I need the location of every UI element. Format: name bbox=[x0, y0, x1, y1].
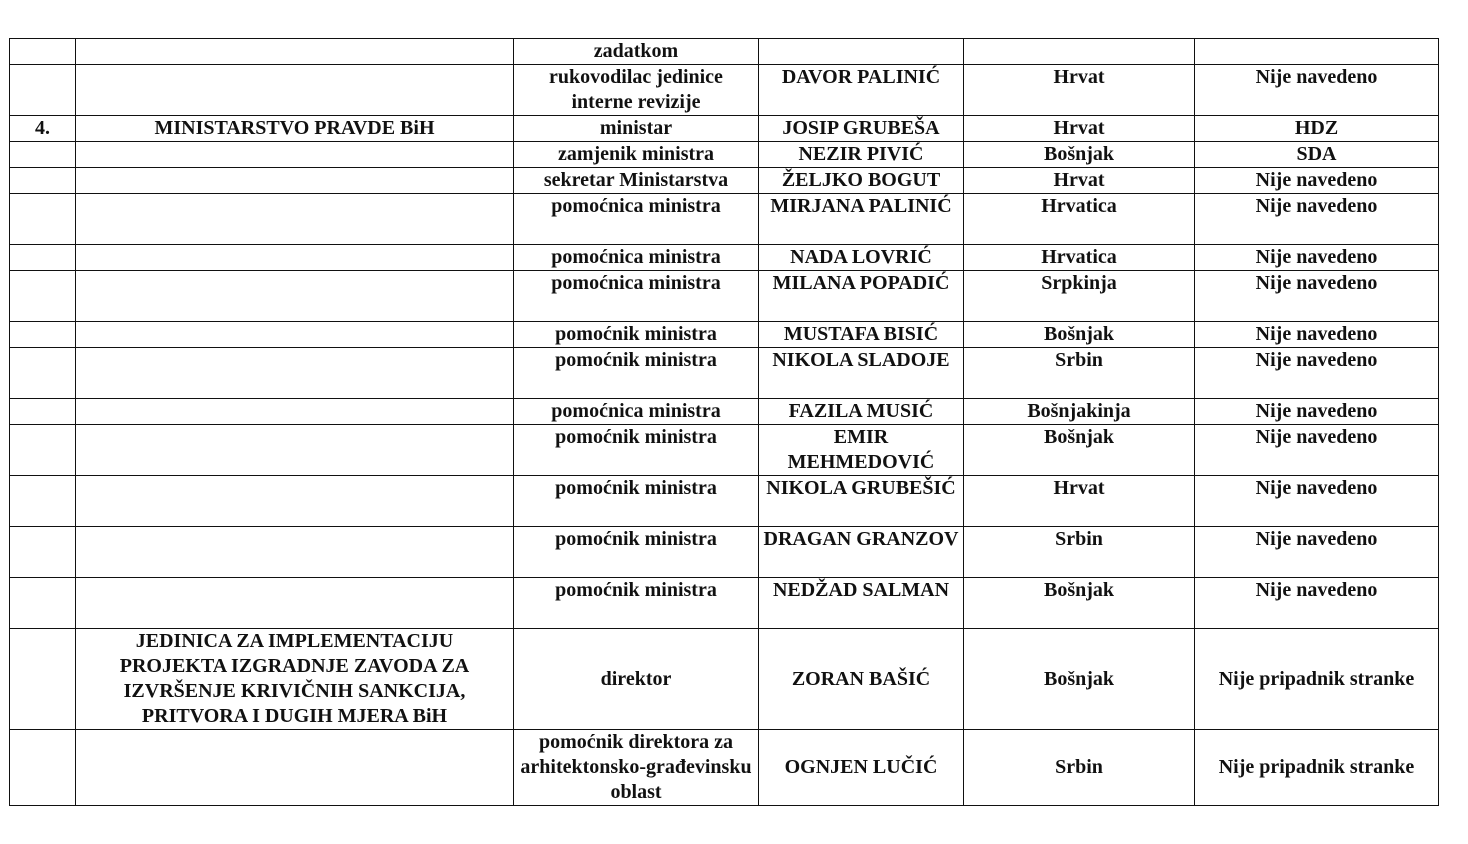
ethnicity-cell: Hrvatica bbox=[964, 245, 1195, 271]
institution-cell bbox=[76, 142, 514, 168]
table-row bbox=[10, 142, 1439, 168]
party-cell: Nije navedeno bbox=[1195, 271, 1439, 322]
institution-cell bbox=[76, 527, 514, 578]
table-row bbox=[10, 245, 1439, 271]
table-row bbox=[10, 399, 1439, 425]
row-number bbox=[10, 245, 76, 271]
table-row bbox=[10, 629, 1439, 730]
position-cell: pomoćnica ministra bbox=[514, 194, 759, 245]
ethnicity-cell: Hrvat bbox=[964, 65, 1195, 116]
name-cell: ŽELJKO BOGUT bbox=[759, 168, 964, 194]
position-cell: pomoćnik ministra bbox=[514, 322, 759, 348]
name-cell: ZORAN BAŠIĆ bbox=[759, 629, 964, 730]
position-cell: ministar bbox=[514, 116, 759, 142]
ethnicity-cell: Srbin bbox=[964, 730, 1195, 806]
name-cell bbox=[759, 39, 964, 65]
position-cell: pomoćnik ministra bbox=[514, 425, 759, 476]
institution-cell bbox=[76, 322, 514, 348]
ethnicity-cell: Srpkinja bbox=[964, 271, 1195, 322]
row-number bbox=[10, 271, 76, 322]
name-cell: JOSIP GRUBEŠA bbox=[759, 116, 964, 142]
institution-cell: JEDINICA ZA IMPLEMENTACIJU PROJEKTA IZGRADNJE ZAVODA ZA IZVRŠENJE KRIVIČNIH SANKCIJA, PRITVORA I DUGIH MJERA BiH bbox=[76, 629, 514, 730]
ethnicity-cell: Bošnjakinja bbox=[964, 399, 1195, 425]
name-cell: EMIR MEHMEDOVIĆ bbox=[759, 425, 964, 476]
ethnicity-cell: Bošnjak bbox=[964, 425, 1195, 476]
table-row bbox=[10, 322, 1439, 348]
institution-cell bbox=[76, 730, 514, 806]
party-cell: Nije navedeno bbox=[1195, 245, 1439, 271]
position-cell: pomoćnik ministra bbox=[514, 578, 759, 629]
name-cell: FAZILA MUSIĆ bbox=[759, 399, 964, 425]
position-cell: sekretar Ministarstva bbox=[514, 168, 759, 194]
row-number bbox=[10, 168, 76, 194]
name-cell: NEZIR PIVIĆ bbox=[759, 142, 964, 168]
table-row bbox=[10, 348, 1439, 399]
institution-cell bbox=[76, 399, 514, 425]
name-cell: NEDŽAD SALMAN bbox=[759, 578, 964, 629]
row-number bbox=[10, 65, 76, 116]
row-number bbox=[10, 425, 76, 476]
ethnicity-cell: Bošnjak bbox=[964, 322, 1195, 348]
party-cell: Nije navedeno bbox=[1195, 399, 1439, 425]
party-cell: Nije navedeno bbox=[1195, 168, 1439, 194]
institution-cell bbox=[76, 65, 514, 116]
row-number bbox=[10, 142, 76, 168]
institution-cell bbox=[76, 348, 514, 399]
ethnicity-cell: Hrvat bbox=[964, 168, 1195, 194]
table-row bbox=[10, 39, 1439, 65]
party-cell: Nije navedeno bbox=[1195, 194, 1439, 245]
institution-cell bbox=[76, 578, 514, 629]
name-cell: OGNJEN LUČIĆ bbox=[759, 730, 964, 806]
ethnicity-cell: Hrvatica bbox=[964, 194, 1195, 245]
position-cell: pomoćnik ministra bbox=[514, 527, 759, 578]
institution-cell bbox=[76, 39, 514, 65]
table-row bbox=[10, 527, 1439, 578]
row-number bbox=[10, 476, 76, 527]
ethnicity-cell: Srbin bbox=[964, 527, 1195, 578]
name-cell: DRAGAN GRANZOV bbox=[759, 527, 964, 578]
row-number bbox=[10, 194, 76, 245]
ethnicity-cell: Bošnjak bbox=[964, 578, 1195, 629]
party-cell: Nije navedeno bbox=[1195, 348, 1439, 399]
table-row bbox=[10, 271, 1439, 322]
name-cell: NIKOLA GRUBEŠIĆ bbox=[759, 476, 964, 527]
row-number bbox=[10, 730, 76, 806]
institution-cell bbox=[76, 271, 514, 322]
row-number bbox=[10, 629, 76, 730]
position-cell: pomoćnik ministra bbox=[514, 348, 759, 399]
position-cell: pomoćnik direktora za arhitektonsko-građevinsku oblast bbox=[514, 730, 759, 806]
party-cell: SDA bbox=[1195, 142, 1439, 168]
position-cell: zadatkom bbox=[514, 39, 759, 65]
row-number bbox=[10, 39, 76, 65]
party-cell: Nije pripadnik stranke bbox=[1195, 629, 1439, 730]
party-cell: HDZ bbox=[1195, 116, 1439, 142]
party-cell: Nije navedeno bbox=[1195, 322, 1439, 348]
table-row bbox=[10, 425, 1439, 476]
name-cell: MIRJANA PALINIĆ bbox=[759, 194, 964, 245]
position-cell: zamjenik ministra bbox=[514, 142, 759, 168]
row-number bbox=[10, 399, 76, 425]
name-cell: MUSTAFA BISIĆ bbox=[759, 322, 964, 348]
institution-cell bbox=[76, 425, 514, 476]
party-cell bbox=[1195, 39, 1439, 65]
institution-cell bbox=[76, 194, 514, 245]
party-cell: Nije navedeno bbox=[1195, 578, 1439, 629]
position-cell: pomoćnica ministra bbox=[514, 271, 759, 322]
table-row bbox=[10, 65, 1439, 116]
row-number bbox=[10, 578, 76, 629]
party-cell: Nije navedeno bbox=[1195, 476, 1439, 527]
party-cell: Nije navedeno bbox=[1195, 65, 1439, 116]
table-row bbox=[10, 476, 1439, 527]
row-number bbox=[10, 322, 76, 348]
party-cell: Nije navedeno bbox=[1195, 527, 1439, 578]
table-row bbox=[10, 578, 1439, 629]
party-cell: Nije navedeno bbox=[1195, 425, 1439, 476]
table-row bbox=[10, 730, 1439, 806]
row-number bbox=[10, 527, 76, 578]
name-cell: NADA LOVRIĆ bbox=[759, 245, 964, 271]
position-cell: direktor bbox=[514, 629, 759, 730]
table-row bbox=[10, 116, 1439, 142]
ethnicity-cell: Srbin bbox=[964, 348, 1195, 399]
name-cell: DAVOR PALINIĆ bbox=[759, 65, 964, 116]
row-number bbox=[10, 348, 76, 399]
institution-cell bbox=[76, 245, 514, 271]
row-number: 4. bbox=[10, 116, 76, 142]
table-row bbox=[10, 168, 1439, 194]
position-cell: pomoćnica ministra bbox=[514, 399, 759, 425]
name-cell: NIKOLA SLADOJE bbox=[759, 348, 964, 399]
institution-cell bbox=[76, 168, 514, 194]
party-cell: Nije pripadnik stranke bbox=[1195, 730, 1439, 806]
table-row bbox=[10, 194, 1439, 245]
ethnicity-cell: Hrvat bbox=[964, 116, 1195, 142]
ethnicity-cell: Bošnjak bbox=[964, 629, 1195, 730]
position-cell: rukovodilac jedinice interne revizije bbox=[514, 65, 759, 116]
ethnicity-cell: Bošnjak bbox=[964, 142, 1195, 168]
institution-cell: MINISTARSTVO PRAVDE BiH bbox=[76, 116, 514, 142]
ethnicity-cell bbox=[964, 39, 1195, 65]
position-cell: pomoćnik ministra bbox=[514, 476, 759, 527]
ethnicity-cell: Hrvat bbox=[964, 476, 1195, 527]
position-cell: pomoćnica ministra bbox=[514, 245, 759, 271]
name-cell: MILANA POPADIĆ bbox=[759, 271, 964, 322]
officials-table bbox=[9, 38, 1439, 806]
institution-cell bbox=[76, 476, 514, 527]
